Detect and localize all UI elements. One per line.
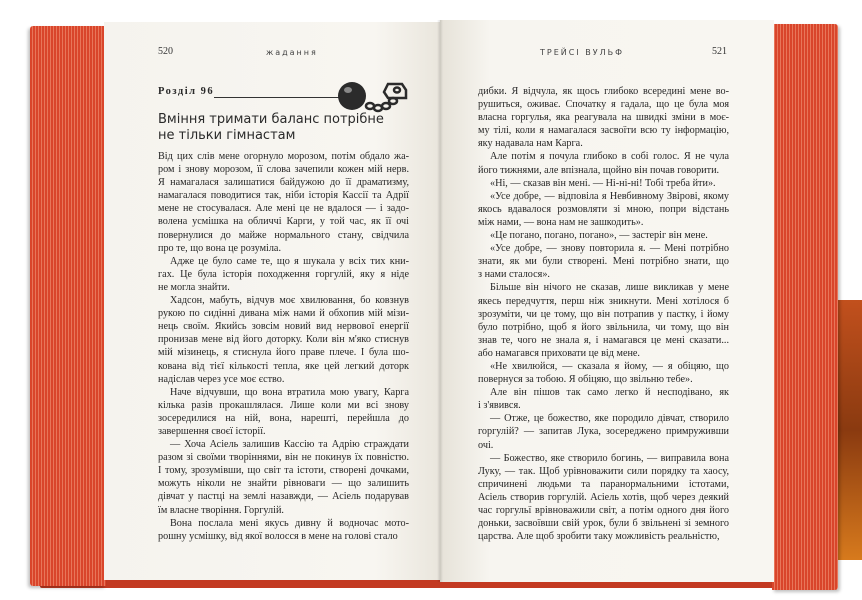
- text-line: зрозуміти, чи це тому, що він потрапив у пастку, і йому: [478, 308, 729, 320]
- text-line: рукою по сидінні дивана між нами й обхопив мій мізи-: [158, 308, 409, 320]
- text-line: завершення своєї історії.: [158, 425, 266, 437]
- page-number-right: 521: [712, 46, 727, 57]
- paragraph: [478, 85, 729, 150]
- paragraph: [478, 229, 729, 242]
- text-line: і з'явився.: [478, 400, 521, 412]
- text-line: — Божество, яке створило богинь, — виправила вона: [490, 452, 729, 464]
- chapter-title-line: не тільки гімнастам: [158, 128, 296, 143]
- paragraph: [478, 150, 729, 176]
- text-line: — Отже, це божество, яке породило дівчат, створило: [490, 413, 729, 425]
- text-line: пронизав мене від його доторку. Коли він м'яко стиснув: [158, 334, 409, 346]
- text-line: Асіель створив горгулій. Асіель хотів, щоб через деякий: [478, 491, 729, 503]
- text-line: Луку, — так. Щоб урівноважити сили порядку та хаосу,: [478, 465, 729, 477]
- text-line: повернуся за тобою. Я обіцяю, що звільню тебе».: [478, 374, 693, 386]
- paragraph: [478, 360, 729, 386]
- text-line: ром і знову морозом, її слова зачепили кожен мій нерв.: [158, 164, 409, 176]
- text-line: дівчат у пастці на землі назавжди, — Асіель подарував: [158, 491, 409, 503]
- text-line: Я намагалася залишатися байдужою до її драматизму,: [158, 177, 409, 189]
- text-line: надіслав через усе моє єство.: [158, 373, 285, 385]
- text-line: власна горгулья, яка реагувала на швидкі зміни в моє-: [478, 112, 729, 124]
- paragraph: [158, 150, 409, 255]
- right-page-body-text: [478, 85, 729, 543]
- text-line: Хадсон, мабуть, відчув моє хвилювання, бо ковзнув: [170, 295, 409, 307]
- text-line: І тому, зрозумівши, що світ та істоти, створені дочками,: [158, 465, 409, 477]
- text-line: дибки. Я відчула, як щось глибоко всередині мене во-: [478, 86, 729, 97]
- page-number-left: 520: [158, 46, 173, 57]
- text-line: мене не стосувалася. Але мені це не вдалося — і задо-: [158, 203, 409, 215]
- text-line: кілька разів прокашлялася. Лише коли ми всі знову: [158, 399, 409, 411]
- text-line: волена усмішка на обличчі Карги, у той час, як її очі: [158, 216, 409, 228]
- text-line: знав те, чого не знала я, і намагався це мені сказати...: [478, 334, 729, 346]
- text-line: про те, що вона це розуміла.: [158, 242, 282, 254]
- paragraph: [478, 386, 729, 412]
- chapter-title-line: Вміння тримати баланс потрібне: [158, 112, 384, 127]
- text-line: «Не хвилюйся, — сказала я йому, — я обіцяю, що: [490, 360, 729, 372]
- paragraph: [158, 255, 409, 294]
- paragraph: [478, 177, 729, 190]
- text-line: царства. Але щоб зробити таку можливість реальністю,: [478, 531, 720, 543]
- text-line: Вона послала мені якусь дивну й водночас мото-: [170, 517, 409, 529]
- text-line: нець своїм. Якийсь зовсім новий вид нервової енергії: [158, 321, 409, 333]
- text-line: «Ні, — сказав він мені. — Ні-ні-ні! Тобі треба йти».: [490, 177, 716, 189]
- text-line: повернулися до майже нормального стану, свідчила: [158, 229, 409, 241]
- text-line: «Усе добре, — знову повторила я. — Мені потрібно: [490, 243, 729, 255]
- paragraph: [158, 438, 409, 517]
- paragraph: [478, 242, 729, 281]
- page-edges-right: [772, 24, 838, 590]
- text-line: намагалася поводитися так, ніби історія Кассії та Адрії: [158, 190, 409, 202]
- text-line: рошну усмішку, від якої волосся в мене на голові стало: [158, 530, 398, 542]
- text-line: мій мізинець, я стиснула його праве плече. І була шо-: [158, 347, 409, 359]
- text-line: — Хоча Асіель залишив Кассію та Адрію страждати: [170, 439, 409, 451]
- text-line: доньки, засвоївши свій урок, були б звільнені зі земного: [478, 518, 729, 530]
- text-line: зосередилися на ній, вона, нарешті, перейшла до: [158, 412, 409, 424]
- text-line: з нами сталося».: [478, 269, 550, 281]
- chapter-label: Розділ 96: [158, 86, 215, 97]
- text-line: Але потім я почула глибоко в собі голос. Я не чула: [490, 151, 729, 163]
- text-line: му тілі, коли я намагалася засвоїти всю ту інформацію,: [478, 125, 729, 137]
- running-title-left: жадання: [266, 48, 318, 57]
- text-line: час горгульї врівноважили світ, а потім одного дня його: [478, 505, 729, 516]
- text-line: Більше він нічого не сказав, лише викликав у мене: [490, 282, 729, 294]
- chapter-rule: [214, 97, 344, 98]
- text-line: якось вдавалося розмовляти зі мною, попри відстань: [478, 203, 729, 215]
- text-line: рушиться, оживає. Спочатку я гадала, що це була моя: [478, 99, 729, 111]
- text-line: яку надавала нам Карга.: [478, 138, 583, 150]
- text-line: разом зі своїми творіннями, він не покинув їх повністю.: [158, 452, 409, 464]
- text-line: гах. Це була історія походження горгулій, яку я ніде: [158, 268, 409, 280]
- text-line: якесь передчуття, перш ніж зникнути. Мені хотілося б: [478, 295, 729, 307]
- text-line: між нами, — вона нам не зашкодить».: [478, 216, 644, 228]
- text-line: «Усе добре, — відповіла я Невбивному Звірові, якому: [490, 190, 729, 202]
- book-spine: [437, 20, 443, 582]
- text-line: знати, як ми були створені. Мені потрібно знати, що: [478, 256, 729, 268]
- paragraph: [478, 281, 729, 360]
- text-line: їм власне творіння. Горгулій.: [158, 504, 284, 516]
- text-line: кована від тієї кількості тепла, яке цей легкий доторк: [158, 360, 409, 372]
- text-line: «Це погано, погано, погано», — застеріг він мене.: [490, 230, 708, 242]
- paragraph: [158, 294, 409, 386]
- text-line: спричинені людьми та паранормальними істотами,: [478, 478, 729, 490]
- text-line: Але він пішов так само легко й несподівано, як: [490, 387, 729, 399]
- ball-and-chain-icon: [336, 76, 412, 116]
- text-line: було потрібно, щоб я його звільнила, чи тому, що він: [478, 321, 729, 333]
- paragraph: [158, 517, 409, 543]
- text-line: його тижнями, але впізнала, щойно він почав говорити.: [478, 164, 720, 176]
- text-line: горгулій? — запитав Лука, зосереджено примруживши: [478, 426, 729, 438]
- paragraph: [478, 452, 729, 544]
- text-line: Адже це було саме те, що я шукала у всіх тих кни-: [170, 255, 409, 267]
- running-title-right: ТРЕЙСІ ВУЛЬФ: [540, 48, 624, 57]
- left-page-body-text: [158, 150, 409, 543]
- paragraph: [478, 190, 729, 229]
- text-line: Наче відчувши, що вона втратила мою увагу, Карга: [170, 386, 409, 398]
- text-line: не могла знайти.: [158, 281, 230, 293]
- text-line: або намагався приховати це від мене.: [478, 347, 640, 359]
- page-edges-left: [30, 26, 106, 586]
- text-line: можуть ніколи не знайти рівноваги — що залишить: [158, 478, 409, 490]
- text-line: Від цих слів мене огорнуло морозом, потім обдало жа-: [158, 151, 409, 162]
- text-line: очі.: [478, 439, 494, 451]
- chapter-title: [158, 112, 384, 144]
- paragraph: [478, 412, 729, 451]
- paragraph: [158, 386, 409, 438]
